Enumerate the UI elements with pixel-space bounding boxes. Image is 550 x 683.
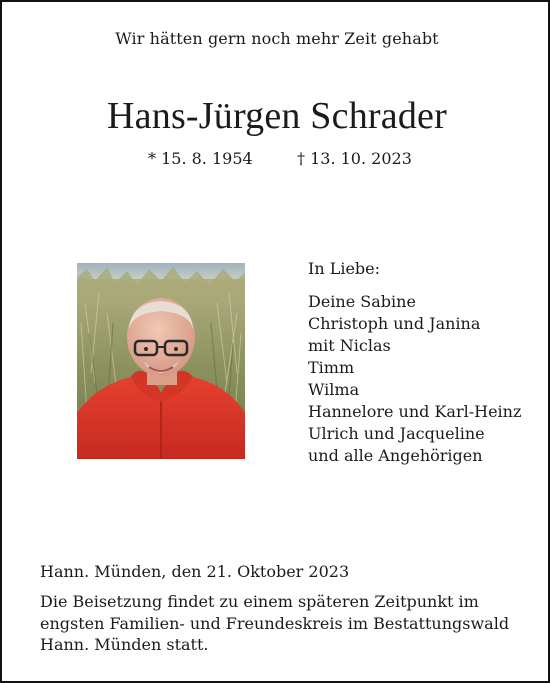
mourners-block bbox=[308, 258, 521, 467]
birth-date: * 15. 8. 1954 bbox=[148, 149, 253, 168]
mourner-name: Christoph und Janina bbox=[308, 314, 481, 333]
mourners-intro: In Liebe: bbox=[308, 259, 381, 278]
mourner-name: Timm bbox=[308, 358, 355, 377]
funeral-notice bbox=[40, 591, 520, 656]
notice-line: Hann. Münden statt. bbox=[40, 635, 209, 654]
notice-line: engsten Familien- und Freundeskreis im Bestattungswald bbox=[40, 613, 510, 633]
mourner-name: Wilma bbox=[308, 380, 360, 399]
mourner-name: Hannelore und Karl-Heinz bbox=[308, 402, 522, 421]
mourner-name: Deine Sabine bbox=[308, 292, 416, 311]
mourners-list bbox=[308, 291, 521, 467]
place-and-date: Hann. Münden, den 21. Oktober 2023 bbox=[40, 562, 350, 581]
motto-text: Wir hätten gern noch mehr Zeit gehabt bbox=[115, 29, 439, 48]
mourner-name: mit Niclas bbox=[308, 336, 391, 355]
deceased-name: Hans-Jürgen Schrader bbox=[107, 95, 447, 137]
notice-line: Die Beisetzung findet zu einem späteren Zeitpunkt im bbox=[40, 592, 479, 611]
death-date: † 13. 10. 2023 bbox=[297, 149, 412, 168]
mourner-name: Ulrich und Jacqueline bbox=[308, 424, 485, 443]
mourner-name: und alle Angehörigen bbox=[308, 446, 483, 465]
portrait-photo bbox=[77, 263, 245, 459]
